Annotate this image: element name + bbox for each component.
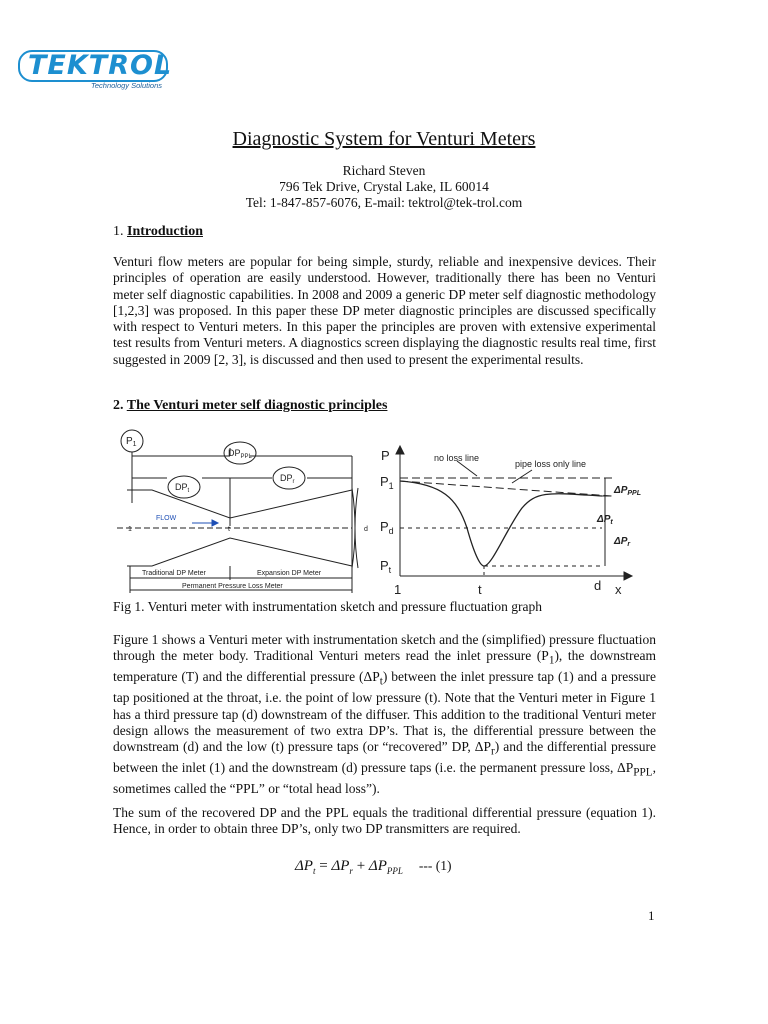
section-2-title: The Venturi meter self diagnostic principles	[126, 398, 388, 413]
pressure-curve	[400, 481, 602, 566]
sketch-flow-label: FLOW	[156, 515, 177, 522]
author-name: Richard Steven	[342, 163, 426, 178]
sketch-labels	[126, 436, 368, 590]
sketch-traditional-label: Traditional DP Meter	[142, 570, 206, 577]
sketch-expansion-label: Expansion DP Meter	[257, 570, 322, 577]
graph-dp-r-sub: r	[627, 541, 631, 548]
graph-pd-sub: d	[388, 526, 394, 536]
logo-tagline: Technology Solutions	[90, 81, 162, 90]
svg-text:P1	[380, 474, 394, 491]
eq-term2-sub: PPL	[386, 866, 403, 876]
graph-p1-sub: 1	[388, 481, 394, 491]
figure-description-paragraph: Figure 1 shows a Venturi meter with instrumentation sketch and the (simplified) pressure fluctuation through the meter body. Traditional Venturi meters read the inlet pressure $(P_1)$, the downstream temperature (T) and the differential pressure $(\Delta P_t)$ between the inlet pressure tap (1) and a pressure tap positioned at the throat, i.e. the point of low pressure (t). Note that the Venturi meter in Figure 1 has a third pressure tap (d) downstream of the diffuser. This addition to the traditional Venturi meter design allows the measurement of two extra DP’s. That is, the differential pressure between the downstream (d) and the low (t) pressure taps (or “recovered” DP, $\Delta P_r$) and the differential pressure between the inlet (1) and the downstream (d) pressure taps (i.e. the permanent pressure loss, $\Delta P_{PPL}$, sometimes called the “PPL” or “total head loss”).	[113, 632, 656, 797]
sketch-dp-r-sub: r	[292, 479, 295, 485]
eq-term1-sub: r	[349, 866, 353, 876]
sketch-p1-sub: 1	[132, 441, 137, 448]
graph-p1-label: P	[380, 474, 389, 489]
paper-title: Diagnostic System for Venturi Meters	[232, 128, 536, 150]
sketch-dp-r: DP	[280, 473, 293, 483]
eq-lhs-sub: t	[312, 866, 316, 876]
eq-equals: =	[315, 858, 332, 874]
svg-text:ΔPPPL	[613, 485, 641, 497]
svg-text:Pt	[380, 558, 392, 575]
sketch-dp-t: DP	[175, 482, 188, 492]
section-2-number: 2.	[113, 398, 124, 413]
tektrol-logo	[18, 50, 173, 92]
sum-paragraph: The sum of the recovered DP and the PPL equals the traditional differential pressure (equation 1). Hence, in order to obtain three DP’s, only two DP transmitters are required.	[113, 805, 656, 837]
sketch-tap-d: d	[364, 526, 368, 533]
graph-dp-t-sub: t	[610, 519, 613, 526]
graph-x-t: t	[478, 582, 482, 597]
graph-no-loss-label: no loss line	[434, 453, 480, 463]
pressure-graph	[396, 446, 632, 580]
section-2-heading	[113, 398, 387, 414]
eq-lhs: ΔP	[295, 858, 313, 874]
sketch-dp-ppl: DP	[228, 448, 241, 458]
eq-plus: +	[352, 858, 369, 874]
intro-paragraph: Venturi flow meters are popular for being simple, sturdy, reliable and inexpensive devices. Their principles of operation are easily understood. However, traditionally there has been no Venturi meter self diagnostic capabilities. In 2008 and 2009 a generic DP meter self diagnostic methodology [1,2,3] was proposed. In this paper these DP meter diagnostic principles are discussed specifically with respect to Venturi meters. In this paper the principles are proven with extensive experimental test results from Venturi meters. A diagnostics screen displaying the diagnostic results real time, first suggested in 2009 [2, 3], is discussed and then used to present the experimental results.	[113, 254, 656, 367]
svg-text:DPr	[280, 473, 295, 485]
section-1-number: 1.	[113, 224, 124, 239]
svg-text:ΔPr	[613, 536, 631, 548]
graph-pd-label: P	[380, 519, 389, 534]
graph-pt-sub: t	[388, 565, 392, 575]
graph-dp-ppl-sub: PPL	[627, 490, 642, 497]
sketch-tap-1: 1	[128, 526, 132, 533]
page-number: 1	[648, 908, 655, 923]
graph-dp-t: ΔP	[597, 514, 611, 525]
sketch-dp-ppl-sub: PPL	[240, 454, 252, 460]
graph-dp-r: ΔP	[614, 536, 628, 547]
author-address: 796 Tek Drive, Crystal Lake, IL 60014	[279, 179, 489, 194]
sketch-ppl-label: Permanent Pressure Loss Meter	[182, 583, 283, 590]
eq-term2: ΔP	[368, 858, 387, 874]
graph-x-1: 1	[394, 582, 402, 597]
figure-1-caption: Fig 1. Venturi meter with instrumentation sketch and pressure fluctuation graph	[113, 599, 543, 614]
graph-x-d: d	[594, 578, 602, 593]
svg-text:Pd	[380, 519, 394, 536]
graph-pipe-loss-label: pipe loss only line	[515, 459, 587, 469]
section-1-heading	[113, 224, 203, 240]
equation-1	[295, 858, 452, 876]
figure-1	[112, 428, 642, 600]
svg-text:DPt	[175, 482, 190, 494]
sketch-dp-t-sub: t	[187, 488, 190, 494]
graph-dp-ppl: ΔP	[614, 485, 628, 496]
sketch-tap-t: t	[228, 526, 230, 533]
equation-number: --- (1)	[418, 858, 452, 873]
logo-brand: TEKTROL	[28, 50, 173, 81]
logo-badge	[18, 50, 173, 82]
author-contact: Tel: 1-847-857-6076, E-mail: tektrol@tek-trol.com	[245, 195, 523, 210]
graph-y-label: P	[381, 448, 390, 463]
svg-text:P1	[126, 436, 137, 448]
graph-labels	[380, 448, 641, 597]
svg-text:ΔPt	[596, 514, 613, 526]
eq-term1: ΔP	[331, 858, 350, 874]
svg-text:DPPPL	[228, 448, 253, 460]
graph-pt-label: P	[380, 558, 389, 573]
section-1-title: Introduction	[127, 224, 203, 239]
sketch-p1-label: P	[126, 436, 133, 447]
graph-x-axis-label: x	[615, 582, 622, 597]
